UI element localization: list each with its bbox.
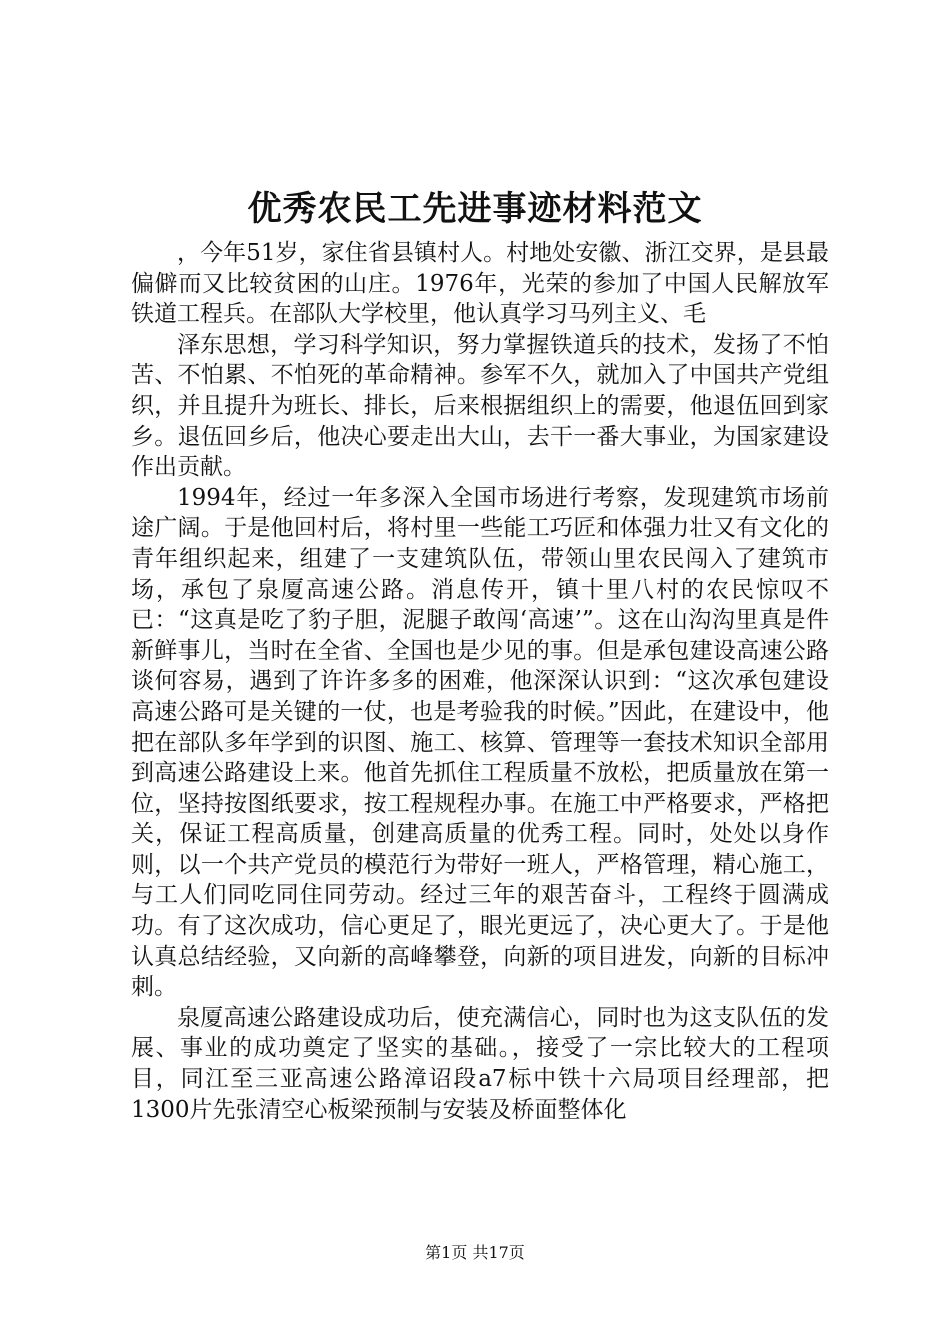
page-number-footer: 第1页 共17页 xyxy=(425,1243,525,1262)
paragraph: ，今年51岁，家住省县镇村人。村地处安徽、浙江交界，是县最偏僻而又比较贫困的山庄。1976年，光荣的参加了中国人民解放军铁道工程兵。在部队大学校里，他认真学习马列主义、毛 xyxy=(131,240,829,328)
paragraph: 泉厦高速公路建设成功后，使充满信心，同时也为这支队伍的发展、事业的成功奠定了坚实的基础。，接受了一宗比较大的工程项目，同江至三亚高速公路漳诏段a7标中铁十六局项目经理部，把1300片先张清空心板梁预制与安装及桥面整体化 xyxy=(131,1004,829,1123)
paragraph: 泽东思想，学习科学知识，努力掌握铁道兵的技术，发扬了不怕苦、不怕累、不怕死的革命精神。参军不久，就加入了中国共产党组织，并且提升为班长、排长，后来根据组织上的需要，他退伍回到家乡。退伍回乡后，他决心要走出大山，去干一番大事业，为国家建设作出贡献。 xyxy=(131,331,829,481)
document-title: 优秀农民工先进事迹材料范文 xyxy=(247,189,703,229)
document-body xyxy=(131,238,829,1125)
paragraph: 1994年，经过一年多深入全国市场进行考察，发现建筑市场前途广阔。于是他回村后，将村里一些能工巧匠和体强力壮又有文化的青年组织起来，组建了一支建筑队伍，带领山里农民闯入了建筑市场，承包了泉厦高速公路。消息传开，镇十里八村的农民惊叹不已：“这真是吃了豹子胆，泥腿子敢闯‘高速’”。这在山沟沟里真是件新鲜事儿，当时在全省、全国也是少见的事。但是承包建设高速公路谈何容易，遇到了许许多多的困难，他深深认识到：“这次承包建设高速公路可是关键的一仗，也是考验我的时候。”因此，在建设中，他把在部队多年学到的识图、施工、核算、管理等一套技术知识全部用到高速公路建设上来。他首先抓住工程质量不放松，把质量放在第一位，坚持按图纸要求，按工程规程办事。在施工中严格要求，严格把关，保证工程高质量，创建高质量的优秀工程。同时，处处以身作则，以一个共产党员的模范行为带好一班人，严格管理，精心施工，与工人们同吃同住同劳动。经过三年的艰苦奋斗，工程终于圆满成功。有了这次成功，信心更足了，眼光更远了，决心更大了。于是他认真总结经验，又向新的高峰攀登，向新的项目进发，向新的目标冲刺。 xyxy=(131,484,829,1001)
